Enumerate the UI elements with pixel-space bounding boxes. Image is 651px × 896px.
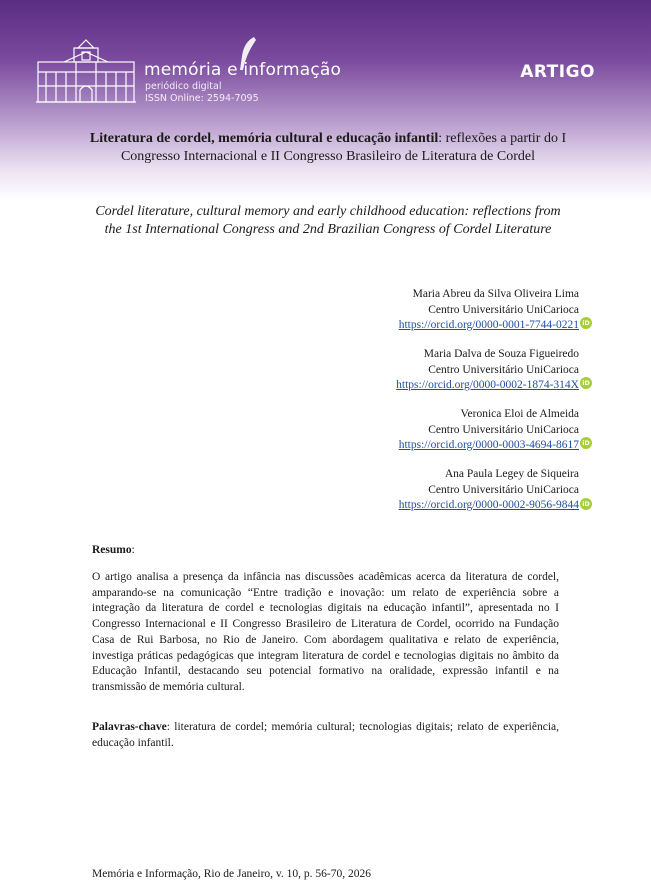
- abstract-label-colon: :: [131, 544, 135, 556]
- building-logo-icon: [34, 38, 138, 106]
- author-affiliation: Centro Universitário UniCarioca: [428, 483, 579, 496]
- citation-footer: Memória e Informação, Rio de Janeiro, v. 10, p. 56-70, 2026: [92, 868, 372, 880]
- author-affiliation: Centro Universitário UniCarioca: [428, 363, 579, 376]
- orcid-icon[interactable]: iD: [580, 498, 592, 510]
- journal-issn: ISSN Online: 2594-7095: [145, 93, 259, 104]
- author-name: Maria Dalva de Souza Figueiredo: [423, 348, 579, 360]
- abstract-heading: [92, 544, 135, 556]
- title-english: Cordel literature, cultural memory and early childhood education: reflections from the 1st International Congress and 2nd Brazilian Congress of Cordel Literature: [95, 204, 561, 237]
- journal-name: memória e informação: [144, 60, 342, 80]
- author-block: [259, 407, 579, 454]
- keywords-text: : literatura de cordel; memória cultural; tecnologias digitais; relato de experiência, educação infantil.: [92, 721, 559, 749]
- author-affiliation: Centro Universitário UniCarioca: [428, 303, 579, 316]
- orcid-link[interactable]: https://orcid.org/0000-0002-9056-9844: [398, 499, 579, 511]
- journal-tagline: periódico digital: [145, 81, 222, 92]
- abstract-text: O artigo analisa a presença da infância nas discussões acadêmicas acerca da literatura de cordel, amparando-se na comunicação “Entre tradição e inovação: um relato de experiência sobre a integração da literatura de cordel e tecnologias digitais na educação infantil”, apresentada no I Congresso Internacional e II Congresso Brasileiro de Literatura de Cordel, ocorrido na Fundação Casa de Rui Barbosa, no Rio de Janeiro. Com abordagem qualitativa e relato de experiência, investiga práticas pedagógicas que integram literatura de cordel e tecnologias digitais no âmbito da Educação Infantil, destacando seu potencial formativo na oralidade, expressão infantil e na transmissão de memória cultural.: [92, 571, 559, 693]
- article-type-label: ARTIGO: [520, 62, 595, 82]
- title-portuguese: [86, 130, 570, 166]
- journal-header: [0, 0, 651, 200]
- author-block: [259, 467, 579, 514]
- title-portuguese-subtitle: : reflexões a partir do I Congresso Internacional e II Congresso Brasileiro de Literatura de Cordel: [120, 131, 567, 164]
- author-name: Maria Abreu da Silva Oliveira Lima: [412, 288, 579, 300]
- orcid-link[interactable]: https://orcid.org/0000-0003-4694-8617: [398, 439, 579, 451]
- orcid-link[interactable]: https://orcid.org/0000-0002-1874-314X: [396, 379, 579, 391]
- keywords: [92, 720, 559, 751]
- author-name: Ana Paula Legey de Siqueira: [444, 468, 579, 480]
- author-block: [259, 287, 579, 334]
- journal-subtitle: [145, 81, 259, 105]
- orcid-icon[interactable]: iD: [580, 377, 592, 389]
- keywords-label: Palavras-chave: [92, 721, 167, 733]
- orcid-icon[interactable]: iD: [580, 437, 592, 449]
- title-portuguese-main: Literatura de cordel, memória cultural e educação infantil: [89, 131, 439, 146]
- orcid-icon[interactable]: iD: [580, 317, 592, 329]
- abstract-label: Resumo: [92, 544, 132, 556]
- orcid-link[interactable]: https://orcid.org/0000-0001-7744-0221: [398, 319, 579, 331]
- author-affiliation: Centro Universitário UniCarioca: [428, 423, 579, 436]
- author-block: [259, 347, 579, 394]
- author-name: Veronica Eloi de Almeida: [460, 408, 579, 420]
